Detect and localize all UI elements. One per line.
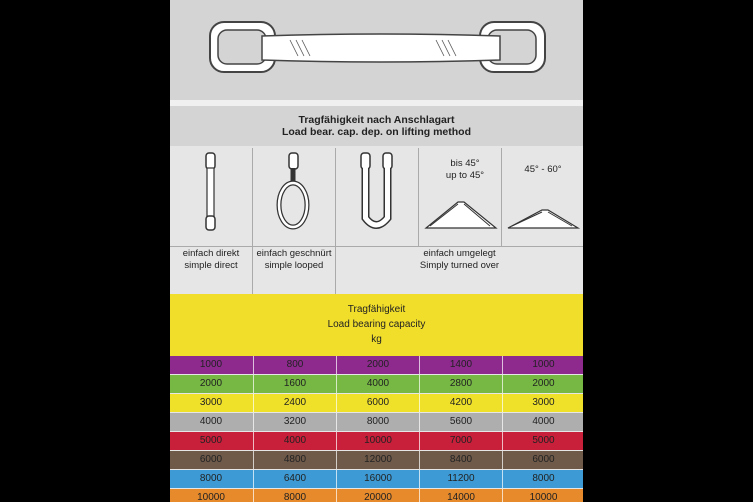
table-row (170, 375, 583, 393)
table-cell: 3000 (502, 394, 583, 412)
method-title (170, 106, 583, 146)
sling-illustration (170, 0, 583, 100)
table-cell: 4000 (253, 432, 336, 450)
table-cell: 1000 (199, 359, 223, 370)
method-title-de: Tragfähigkeit nach Anschlagart (298, 114, 455, 126)
method-title-en: Load bear. cap. dep. on lifting method (281, 126, 471, 138)
table-cell: 5600 (419, 413, 502, 431)
simple-looped-icon (279, 153, 307, 227)
table-cell: 4200 (419, 394, 502, 412)
table-cell: 14000 (419, 489, 502, 502)
table-cell: 20000 (336, 489, 419, 502)
table-cell: 4000 (502, 413, 583, 431)
simple-direct-icon (206, 153, 215, 230)
angle-60-label: 45° - 60° (524, 164, 562, 175)
method-label-looped-en: simple looped (264, 260, 324, 271)
method-label-direct-de: einfach direkt (182, 248, 240, 259)
angle-45-label-de: bis 45° (450, 158, 480, 169)
angle-45-label-en: up to 45° (445, 170, 485, 181)
lifting-methods (170, 148, 583, 294)
angle-45-icon (426, 202, 496, 228)
grid-line (170, 246, 583, 247)
table-row (170, 470, 583, 488)
table-row (170, 394, 583, 412)
capacity-title-en: Load bearing capacity (327, 319, 426, 330)
table-cell: 8000 (253, 489, 336, 502)
capacity-table (170, 356, 583, 502)
table-row (170, 432, 583, 450)
table-cell: 1400 (419, 356, 502, 374)
table-cell: 3200 (253, 413, 336, 431)
table-cell: 6400 (253, 470, 336, 488)
table-row (170, 451, 583, 469)
method-label-turned-en: Simply turned over (419, 260, 500, 271)
table-cell: 2000 (199, 378, 223, 389)
table-cell: 2000 (502, 375, 583, 393)
table-cell: 2800 (419, 375, 502, 393)
capacity-title-de: Tragfähigkeit (347, 304, 406, 315)
table-cell: 1000 (502, 356, 583, 374)
table-cell: 11200 (419, 470, 502, 488)
method-label-turned-de: einfach umgelegt (423, 248, 496, 259)
table-cell: 8000 (336, 413, 419, 431)
table-cell: 4000 (336, 375, 419, 393)
table-cell: 6000 (502, 451, 583, 469)
table-cell: 8000 (199, 473, 223, 484)
table-cell: 10000 (197, 492, 225, 502)
capacity-header (170, 294, 583, 356)
table-row (170, 413, 583, 431)
table-cell: 1600 (253, 375, 336, 393)
method-label-looped (253, 248, 335, 272)
angle-45-label (440, 158, 490, 182)
sling-illustration-area (170, 0, 583, 100)
method-label-turned (336, 248, 583, 272)
table-cell: 4800 (253, 451, 336, 469)
capacity-unit: kg (371, 334, 382, 345)
method-label-direct (170, 248, 252, 272)
table-cell: 3000 (199, 397, 223, 408)
method-label-looped-de: einfach geschnürt (256, 248, 332, 259)
table-cell: 4000 (199, 416, 223, 427)
table-cell: 8000 (502, 470, 583, 488)
method-label-direct-en: simple direct (184, 260, 238, 271)
table-cell: 12000 (336, 451, 419, 469)
table-cell: 2000 (336, 356, 419, 374)
table-cell: 2400 (253, 394, 336, 412)
sling-datasheet (170, 0, 583, 502)
table-cell: 6000 (336, 394, 419, 412)
table-row (170, 356, 583, 374)
table-cell: 7000 (419, 432, 502, 450)
method-icons (170, 148, 583, 246)
angle-60-icon (508, 210, 578, 228)
table-cell: 8400 (419, 451, 502, 469)
table-cell: 16000 (336, 470, 419, 488)
table-cell: 10000 (336, 432, 419, 450)
table-cell: 6000 (199, 454, 223, 465)
table-cell: 5000 (502, 432, 583, 450)
table-cell: 5000 (199, 435, 223, 446)
turned-over-icon (361, 153, 392, 225)
table-cell: 800 (253, 356, 336, 374)
table-row (170, 489, 583, 502)
table-cell: 10000 (502, 489, 583, 502)
